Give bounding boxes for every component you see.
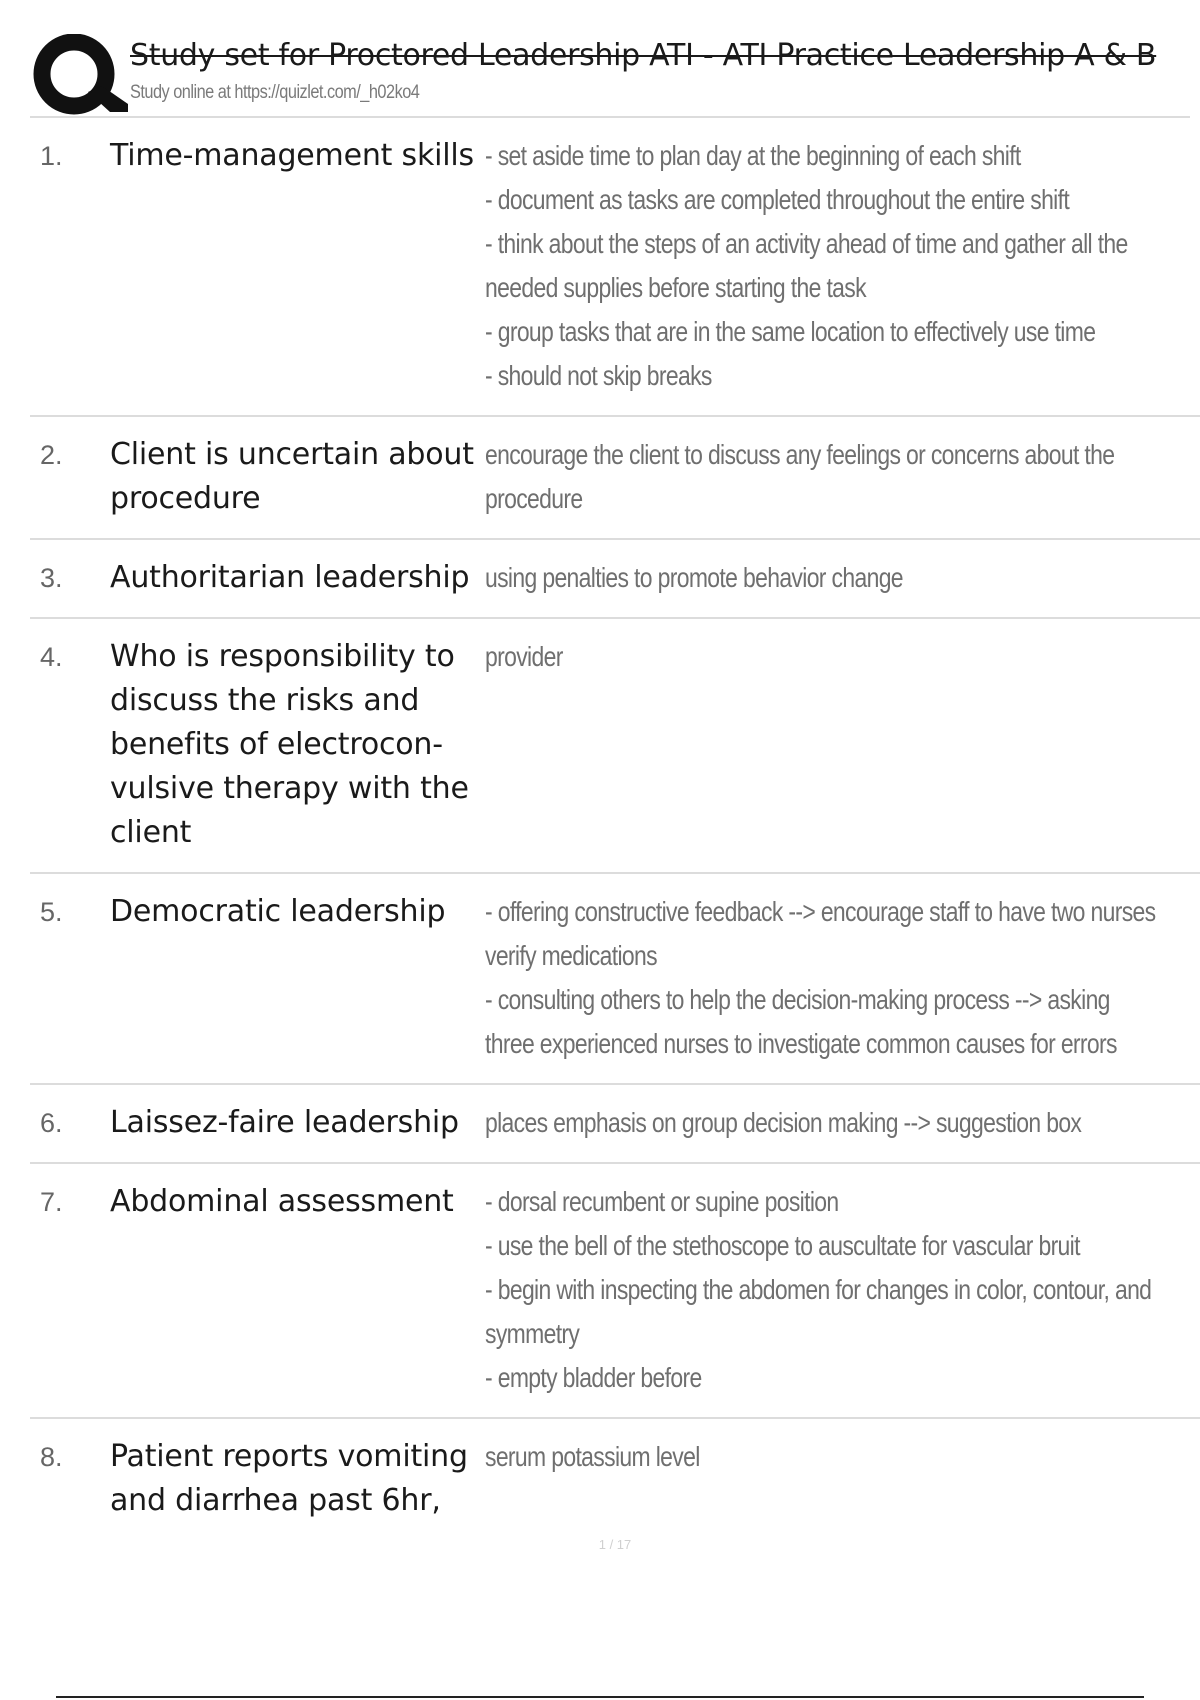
- definition-line: - consulting others to help the decision-making process --> asking: [485, 984, 1110, 1015]
- definition-line: using penalties to promote behavior change: [485, 562, 903, 593]
- card-term: Time-management skills: [110, 138, 474, 173]
- card-definition: [485, 433, 1200, 521]
- page-indicator: 1 / 17: [598, 1537, 632, 1552]
- card-definition: [485, 1435, 1200, 1479]
- definition-line: symmetry: [485, 1318, 580, 1349]
- card-number: 7.: [40, 1187, 63, 1217]
- definition-line: - set aside time to plan day at the beginning of each shift: [485, 140, 1021, 171]
- card-number: 5.: [40, 897, 63, 927]
- definition-line: verify medications: [485, 940, 657, 971]
- definition-line: - use the bell of the stethoscope to auscultate for vascular bruit: [485, 1230, 1080, 1261]
- flashcard: [30, 540, 1200, 619]
- definition-line: - document as tasks are completed throughout the entire shift: [485, 184, 1070, 215]
- card-term: Democratic leadership: [110, 894, 446, 929]
- definition-line: needed supplies before starting the task: [485, 272, 866, 303]
- definition-line: - dorsal recumbent or supine position: [485, 1186, 839, 1217]
- card-definition: [485, 890, 1200, 1066]
- card-term: Client is uncertain about procedure: [110, 437, 474, 516]
- definition-line: provider: [485, 641, 563, 672]
- card-number: 3.: [40, 563, 63, 593]
- flashcard: [30, 417, 1200, 540]
- flashcard: [30, 1419, 1200, 1540]
- definition-line: - should not skip breaks: [485, 360, 712, 391]
- flashcard: [30, 619, 1200, 874]
- card-definition: [485, 1101, 1200, 1145]
- definition-line: encourage the client to discuss any feelings or concerns about the: [485, 439, 1115, 470]
- definition-line: - empty bladder before: [485, 1362, 702, 1393]
- card-number: 4.: [40, 642, 63, 672]
- flashcard: [30, 1085, 1200, 1164]
- card-definition: [485, 635, 1200, 679]
- card-number: 1.: [40, 141, 63, 171]
- page-header: [30, 28, 1190, 118]
- card-term: Patient reports vomiting and diarrhea past 6hr,: [110, 1439, 468, 1518]
- card-number: 6.: [40, 1108, 63, 1138]
- definition-line: - offering constructive feedback --> encourage staff to have two nurses: [485, 896, 1156, 927]
- definition-line: places emphasis on group decision making --> suggestion box: [485, 1107, 1082, 1138]
- card-definition: [485, 134, 1200, 398]
- definition-line: - think about the steps of an activity ahead of time and gather all the: [485, 228, 1128, 259]
- card-number: 8.: [40, 1442, 63, 1472]
- definition-line: three experienced nurses to investigate common causes for errors: [485, 1028, 1117, 1059]
- definition-line: - begin with inspecting the abdomen for changes in color, contour, and: [485, 1274, 1152, 1305]
- flashcard-list: [30, 118, 1200, 1540]
- card-term: Authoritarian leadership: [110, 560, 470, 595]
- flashcard: [30, 118, 1200, 417]
- page-bottom-divider: [56, 1696, 1144, 1698]
- card-term: Abdominal assessment: [110, 1184, 454, 1219]
- card-term: Laissez-faire leadership: [110, 1105, 459, 1140]
- card-definition: [485, 1180, 1200, 1400]
- flashcard: [30, 1164, 1200, 1419]
- definition-line: serum potassium level: [485, 1441, 700, 1472]
- card-term: Who is responsibility to discuss the risks and benefits of electrocon-vulsive therapy with the client: [110, 639, 469, 850]
- card-definition: [485, 556, 1200, 600]
- card-number: 2.: [40, 440, 63, 470]
- quizlet-q-logo-icon: [30, 34, 140, 118]
- study-online-link[interactable]: Study online at https://quizlet.com/_h02ko4: [130, 82, 420, 103]
- study-set-title[interactable]: Study set for Proctored Leadership ATI - ATI Practice Leadership A & B: [130, 38, 1157, 73]
- definition-line: procedure: [485, 483, 583, 514]
- flashcard: [30, 874, 1200, 1085]
- definition-line: - group tasks that are in the same location to effectively use time: [485, 316, 1096, 347]
